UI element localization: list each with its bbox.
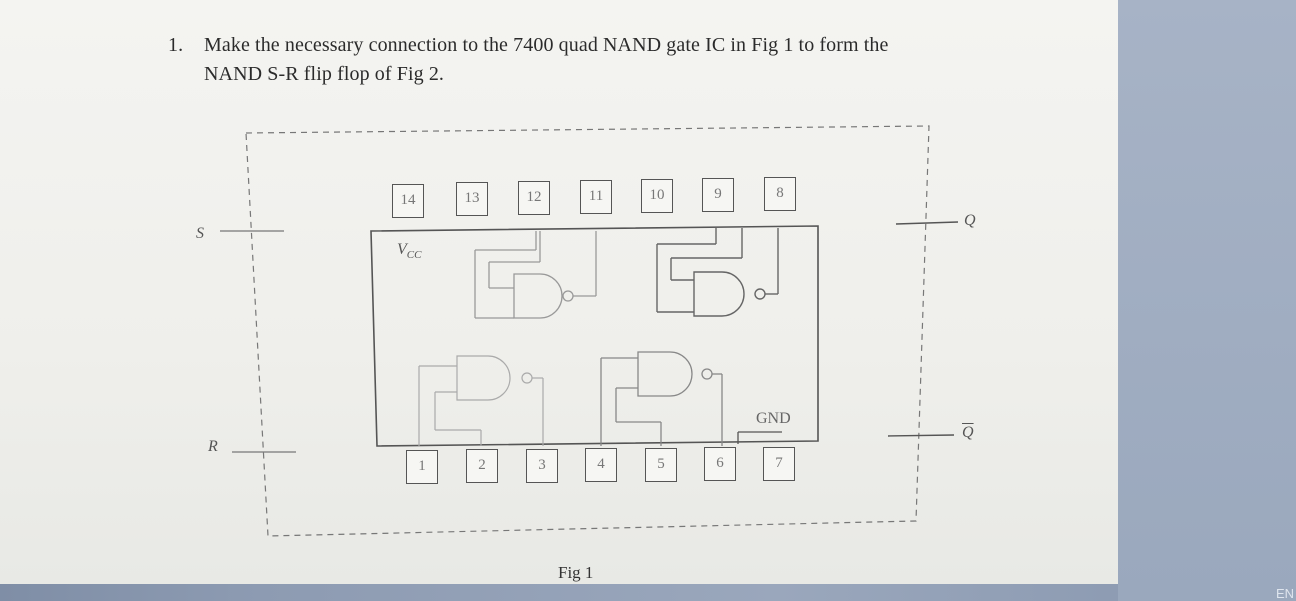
pin-8: 8: [764, 177, 796, 211]
question-number: 1.: [168, 34, 184, 56]
nand-gate-upper-left: [475, 231, 596, 318]
pin-1: 1: [406, 450, 438, 484]
pin-9: 9: [702, 178, 734, 212]
pin-2: 2: [466, 449, 498, 483]
pin-5: 5: [645, 448, 677, 482]
nand-gate-lower-right: [601, 352, 722, 446]
question-text-line-1: Make the necessary connection to the 7400 quad NAND gate IC in Fig 1 to form the: [204, 34, 889, 56]
ic-body: [371, 226, 818, 446]
pin-4: 4: [585, 448, 617, 482]
pin-10: 10: [641, 179, 673, 213]
pin-14: 14: [392, 184, 424, 218]
nand-gate-lower-left: [419, 356, 543, 446]
pin-7: 7: [763, 447, 795, 481]
q-bar-output-line: [888, 435, 954, 436]
pin-11: 11: [580, 180, 612, 214]
s-label: S: [196, 225, 204, 242]
desktop-background: [1118, 0, 1296, 601]
vcc-label: $V_{CC}$: [397, 241, 422, 262]
question-text-line-2: NAND S-R flip flop of Fig 2.: [204, 63, 445, 85]
vcc-subscript: CC: [406, 249, 422, 262]
pin-3: 3: [526, 449, 558, 483]
q-output-line: [896, 222, 958, 224]
q-bar-label: $\overline{Q}$: [962, 424, 974, 441]
r-label: R: [208, 438, 218, 455]
gnd-label: GND: [756, 410, 791, 427]
language-indicator[interactable]: EN: [1275, 586, 1294, 601]
pin-12: 12: [518, 181, 550, 215]
pin-13: 13: [456, 182, 488, 216]
figure-caption: Fig 1: [558, 563, 594, 582]
pin-6: 6: [704, 447, 736, 481]
nand-gate-upper-right: [657, 228, 778, 316]
q-label: Q: [964, 212, 976, 229]
